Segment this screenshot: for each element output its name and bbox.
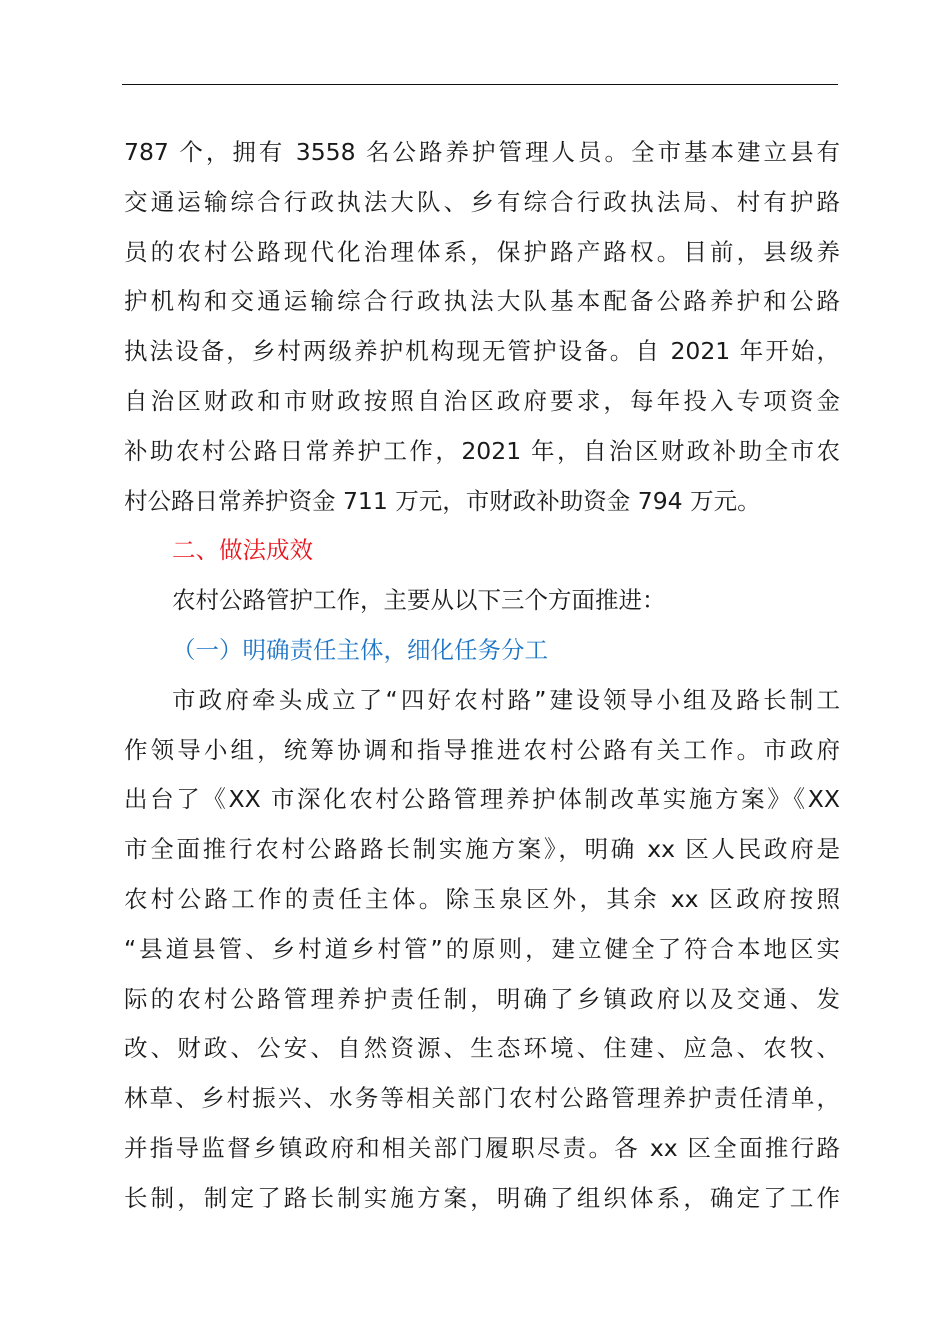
text-line: 员的农村公路现代化治理体系，保护路产路权。目前，县级养: [124, 237, 840, 266]
text-line: 村公路日常养护资金 711 万元，市财政补助资金 794 万元。: [124, 486, 761, 515]
text-line: 并指导监督乡镇政府和相关部门履职尽责。各 xx 区全面推行路: [124, 1133, 840, 1162]
header-rule: [122, 84, 838, 85]
paragraph-2: [124, 676, 840, 1224]
section-heading: 二、做法成效: [172, 536, 313, 565]
text-line: 作领导小组，统筹协调和指导推进农村公路有关工作。市政府: [124, 735, 840, 764]
sub-heading: （一）明确责任主体，细化任务分工: [172, 635, 548, 664]
text-line: 交通运输综合行政执法大队、乡有综合行政执法局、村有护路: [124, 187, 840, 216]
text-line: “县道县管、乡村道乡村管”的原则，建立健全了符合本地区实: [124, 934, 840, 963]
paragraph-1: [124, 128, 840, 526]
text-line: 农村公路工作的责任主体。除玉泉区外，其余 xx 区政府按照: [124, 884, 840, 913]
text-line: 补助农村公路日常养护工作，2021 年，自治区财政补助全市农: [124, 436, 840, 465]
document-body: [124, 128, 840, 1224]
text-line: 长制，制定了路长制实施方案，明确了组织体系，确定了工作: [124, 1183, 840, 1212]
text-line: 市全面推行农村公路路长制实施方案》，明确 xx 区人民政府是: [124, 835, 840, 864]
text-line: 护机构和交通运输综合行政执法大队基本配备公路养护和公路: [124, 287, 840, 316]
intro-paragraph: 农村公路管护工作，主要从以下三个方面推进：: [172, 586, 666, 615]
text-line: 际的农村公路管理养护责任制，明确了乡镇政府以及交通、发: [124, 984, 840, 1013]
text-line: 自治区财政和市财政按照自治区政府要求，每年投入专项资金: [124, 386, 840, 415]
text-line: 787 个，拥有 3558 名公路养护管理人员。全市基本建立县有: [124, 138, 840, 166]
text-line: 执法设备，乡村两级养护机构现无管护设备。自 2021 年开始，: [124, 337, 840, 366]
text-line: 改、财政、公安、自然资源、生态环境、住建、应急、农牧、: [124, 1034, 840, 1063]
text-line: 市政府牵头成立了“四好农村路”建设领导小组及路长制工: [172, 685, 840, 714]
text-line: 林草、乡村振兴、水务等相关部门农村公路管理养护责任清单，: [124, 1084, 840, 1113]
text-line: 出台了《XX 市深化农村公路管理养护体制改革实施方案》《XX: [124, 785, 840, 814]
